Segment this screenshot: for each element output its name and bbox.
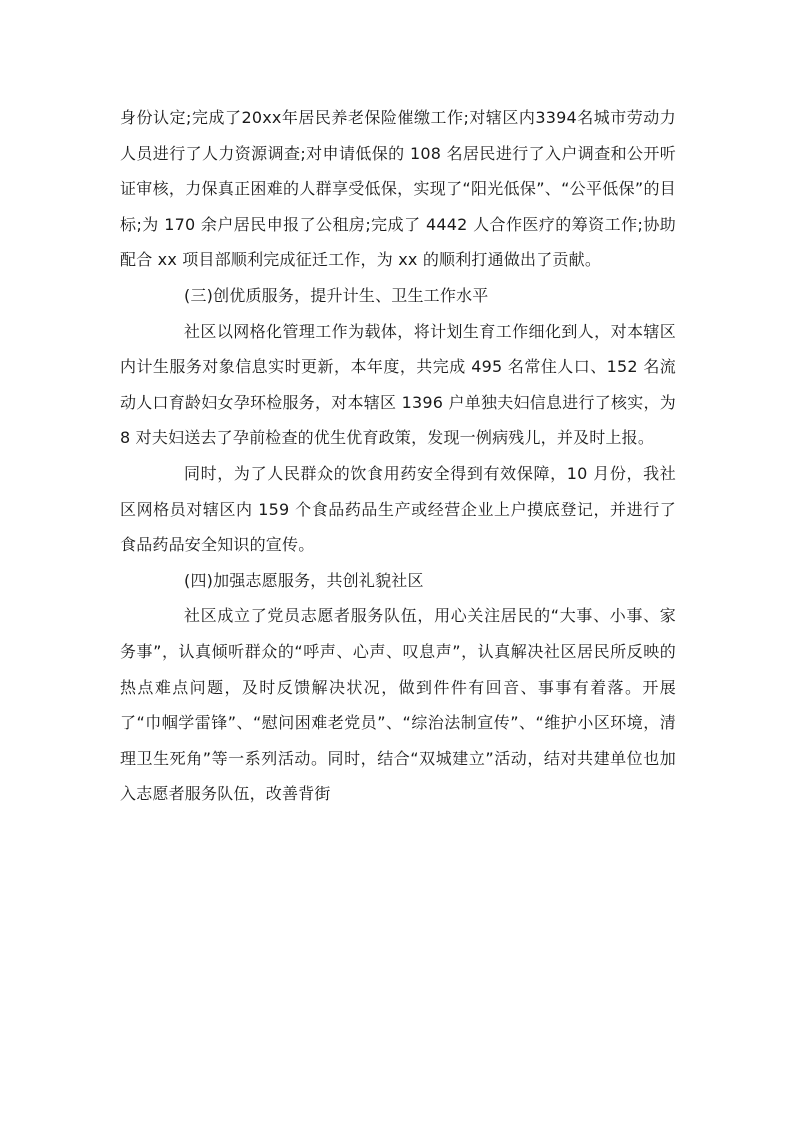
paragraph-food-safety: 同时，为了人民群众的饮食用药安全得到有效保障，10 月份，我社区网格员对辖区内 159 个食品药品生产或经营企业上户摸底登记，并进行了食品药品安全知识的宣传。 — [120, 463, 676, 555]
paragraph-family-planning: 社区以网格化管理工作为载体，将计划生育工作细化到人，对本辖区内计生服务对象信息实时更新，本年度，共完成 495 名常住人口、152 名流动人口育龄妇女孕环检服务，对本辖区 1396 户单独夫妇信息进行了核实，为 8 对夫妇送去了孕前检查的优生优育政策，发现一例病残儿，并及时上报。 — [120, 321, 676, 448]
paragraph-volunteer-service: 社区成立了党员志愿者服务队伍，用心关注居民的“大事、小事、家务事”，认真倾听群众的“呼声、心声、叹息声”，认真解决社区居民所反映的热点难点问题，及时反馈解决状况，做到件件有回音、事事有着落。开展了“巾帼学雷锋”、“慰问困难老党员”、“综治法制宣传”、“维护小区环境，清理卫生死角”等一系列活动。同时，结合“双城建立”活动，结对共建单位也加入志愿者服务队伍，改善背街 — [120, 606, 676, 804]
section-heading-3: (三)创优质服务，提升计生、卫生工作水平 — [184, 285, 489, 305]
document-body — [120, 100, 676, 812]
paragraph-continuation: 身份认定;完成了20xx年居民养老保险催缴工作;对辖区内3394名城市劳动力人员进行了人力资源调查;对申请低保的 108 名居民进行了入户调查和公开听证审核，力保真正困难的人群享受低保，实现了“阳光低保”、“公平低保”的目标;为 170 余户居民申报了公租房;完成了 4442 人合作医疗的筹资工作;协助配合 xx 项目部顺利完成征迁工作，为 xx 的顺利打通做出了贡献。 — [120, 108, 676, 270]
section-heading-4: (四)加强志愿服务，共创礼貌社区 — [184, 570, 424, 590]
